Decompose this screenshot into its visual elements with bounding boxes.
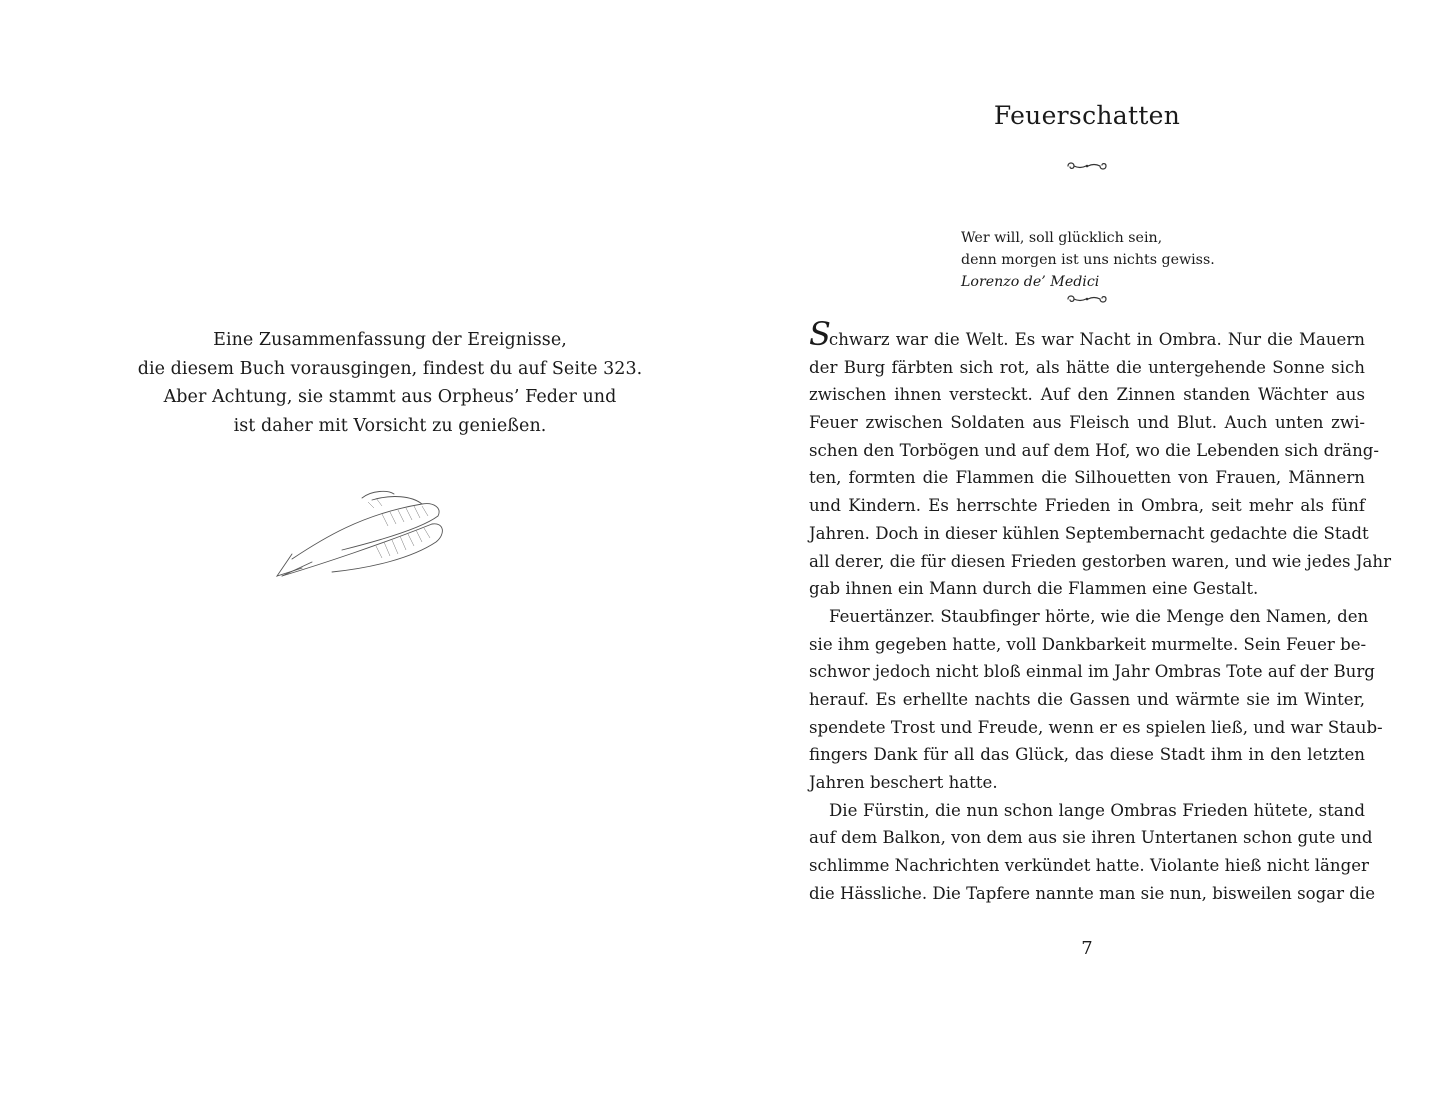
body-line: all derer, die für diesen Frieden gestorben waren, und wie jedes Jahr (809, 551, 1391, 571)
body-line: herauf. Es erhellte nachts die Gassen und wärmte sie im Winter, (809, 689, 1365, 709)
body-line: die Hässliche. Die Tapfere nannte man sie nun, bisweilen sogar die (809, 883, 1376, 903)
body-line: spendete Trost und Freude, wenn er es spielen ließ, und war Staub- (809, 717, 1383, 737)
body-line: gab ihnen ein Mann durch die Flammen eine Gestalt. (809, 579, 1259, 599)
drop-cap: S (809, 315, 829, 353)
epigraph-line: denn morgen ist uns nichts gewiss. (961, 252, 1215, 268)
body-line: schlimme Nachrichten verkündet hatte. Violante hieß nicht länger (809, 856, 1369, 876)
chapter-title: Feuerschatten (993, 101, 1181, 130)
body-line: fingers Dank für all das Glück, das diese Stadt ihm in den letzten (809, 745, 1365, 765)
right-page (722, 0, 1445, 1098)
note-line: die diesem Buch vorausgingen, findest du auf Seite 323. (137, 358, 643, 379)
note-line: ist daher mit Vorsicht zu genießen. (233, 415, 547, 436)
page-number: 7 (1081, 938, 1093, 959)
summary-note (90, 326, 690, 440)
body-line: schwor jedoch nicht bloß einmal im Jahr Ombras Tote auf der Burg (809, 662, 1375, 682)
body-line: sie ihm gegeben hatte, voll Dankbarkeit murmelte. Sein Feuer be- (809, 634, 1367, 654)
note-line: Eine Zusammenfassung der Ereignisse, (213, 330, 567, 350)
body-line: Feuertänzer. Staubfinger hörte, wie die Menge den Namen, den (829, 606, 1369, 626)
feather-quill-icon (272, 484, 452, 584)
swirl-ornament-icon (1062, 291, 1112, 307)
body-line: schen den Torbögen und auf dem Hof, wo die Lebenden sich dräng- (809, 440, 1379, 460)
body-line-text: chwarz war die Welt. Es war Nacht in Ombra. Nur die Mauern (828, 330, 1365, 349)
body-line: der Burg färbten sich rot, als hätte die untergehende Sonne sich (809, 357, 1365, 377)
body-line (809, 315, 1365, 354)
chapter-body (809, 315, 1391, 907)
body-line: und Kindern. Es herrschte Frieden in Ombra, seit mehr als fünf (809, 496, 1365, 516)
body-line: Jahren beschert hatte. (809, 773, 998, 792)
epigraph-author: Lorenzo de’ Medici (961, 274, 1100, 290)
body-line: ten, formten die Flammen die Silhouetten von Frauen, Männern (809, 468, 1365, 488)
body-line: Jahren. Doch in dieser kühlen Septembernacht gedachte die Stadt (809, 523, 1369, 543)
body-line: Feuer zwischen Soldaten aus Fleisch und Blut. Auch unten zwi- (809, 413, 1365, 433)
body-line: auf dem Balkon, von dem aus sie ihren Untertanen schon gute und (809, 828, 1373, 848)
left-page (0, 0, 722, 1098)
body-line: zwischen ihnen versteckt. Auf den Zinnen standen Wächter aus (809, 385, 1365, 405)
note-line: Aber Achtung, sie stammt aus Orpheus’ Feder und (163, 387, 617, 407)
swirl-ornament-icon (1062, 158, 1112, 174)
epigraph (961, 227, 1215, 293)
body-line: Die Fürstin, die nun schon lange Ombras Frieden hütete, stand (829, 800, 1365, 820)
epigraph-line: Wer will, soll glücklich sein, (961, 230, 1163, 246)
